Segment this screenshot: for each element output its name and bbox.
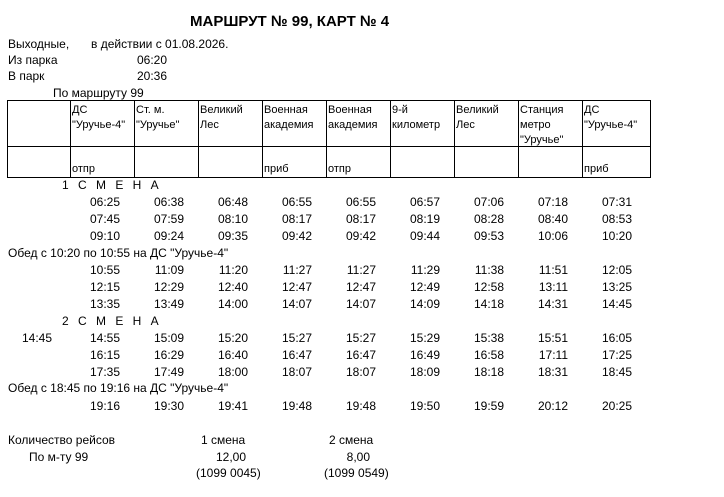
time-cell: 13:11	[538, 280, 568, 294]
day-type: Выходные,	[8, 37, 70, 51]
time-cell: 19:48	[345, 399, 376, 413]
summary-shift-1: 1 смена	[201, 433, 246, 447]
stop-header: 9-й километр	[392, 104, 441, 131]
from-park-label: Из парка	[8, 53, 58, 67]
time-cell: 16:49	[409, 348, 440, 362]
time-cell: 08:10	[217, 212, 248, 226]
to-park-label: В парк	[8, 69, 45, 83]
stop-header: Великий Лес	[456, 104, 499, 131]
time-cell: 15:20	[217, 331, 248, 345]
time-cell: 19:48	[281, 399, 312, 413]
time-cell: 18:00	[217, 365, 248, 379]
time-cell: 10:55	[89, 263, 120, 277]
time-cell: 13:25	[601, 280, 632, 294]
time-cell: 09:53	[473, 229, 504, 243]
time-cell: 07:18	[537, 195, 568, 209]
page-title: МАРШРУТ № 99, КАРТ № 4	[190, 13, 390, 30]
time-cell: 18:18	[473, 365, 504, 379]
time-cell: 18:07	[281, 365, 312, 379]
time-cell: 13:35	[89, 297, 120, 311]
shift-1-title: 1 С М Е Н А	[62, 178, 162, 192]
time-cell: 12:49	[409, 280, 440, 294]
time-cell: 11:20	[218, 263, 248, 277]
time-cell: 11:27	[346, 263, 376, 277]
time-cell: 20:12	[537, 399, 568, 413]
time-cell: 06:48	[217, 195, 248, 209]
time-cell: 13:49	[153, 297, 184, 311]
time-cell: 14:00	[217, 297, 248, 311]
time-cell: 16:05	[601, 331, 632, 345]
stop-header: Ст. м. "Уручье"	[136, 104, 180, 131]
time-cell: 07:31	[601, 195, 632, 209]
time-cell: 15:27	[345, 331, 376, 345]
lunch-note-2: Обед с 18:45 по 19:16 на ДС "Уручье-4"	[8, 381, 229, 395]
stop-header: ДС "Уручье-4"	[72, 104, 126, 131]
time-cell: 07:06	[473, 195, 504, 209]
stop-header: Великий Лес	[200, 104, 243, 131]
time-cell: 11:51	[538, 263, 568, 277]
time-cell: 12:47	[345, 280, 376, 294]
time-cell: 14:09	[409, 297, 440, 311]
time-cell: 18:31	[537, 365, 568, 379]
time-cell: 06:25	[89, 195, 120, 209]
time-cell: 12:29	[153, 280, 184, 294]
summary-code-1: (1099 0045)	[196, 466, 261, 480]
stop-mark: приб	[584, 163, 609, 175]
stop-header: Станция метро "Уручье"	[520, 104, 564, 146]
shift-2-title: 2 С М Е Н А	[62, 314, 162, 328]
time-cell: 19:59	[473, 399, 504, 413]
time-cell: 09:35	[217, 229, 248, 243]
summary-code-2: (1099 0549)	[324, 466, 389, 480]
time-cell: 08:40	[537, 212, 568, 226]
to-park-time: 20:36	[137, 69, 168, 83]
time-cell: 15:38	[473, 331, 504, 345]
time-cell: 16:47	[281, 348, 312, 362]
time-cell: 15:09	[153, 331, 184, 345]
time-cell: 11:29	[410, 263, 440, 277]
time-cell: 14:31	[537, 297, 568, 311]
time-cell: 19:16	[89, 399, 120, 413]
time-cell: 17:11	[538, 348, 568, 362]
time-cell: 06:38	[153, 195, 184, 209]
stops-header-table	[7, 100, 651, 178]
stop-mark: отпр	[72, 163, 95, 175]
time-cell: 15:29	[409, 331, 440, 345]
time-cell: 18:07	[345, 365, 376, 379]
time-cell: 09:24	[153, 229, 184, 243]
valid-from: в действии с 01.08.2026.	[91, 37, 229, 51]
time-cell: 06:57	[409, 195, 440, 209]
time-cell: 14:55	[89, 331, 120, 345]
stop-header: ДС "Уручье-4"	[584, 104, 638, 131]
time-cell: 10:20	[601, 229, 632, 243]
time-cell: 06:55	[281, 195, 312, 209]
time-cell: 19:41	[217, 399, 248, 413]
summary-route: По м-ту 99	[29, 450, 89, 464]
summary-shift-2: 2 смена	[329, 433, 374, 447]
time-cell: 07:45	[89, 212, 120, 226]
time-cell: 07:59	[153, 212, 184, 226]
time-cell: 16:58	[473, 348, 504, 362]
time-cell: 11:27	[282, 263, 312, 277]
shift-2-start: 14:45	[22, 331, 53, 345]
time-cell: 09:44	[409, 229, 440, 243]
time-cell: 12:05	[601, 263, 632, 277]
time-cell: 14:07	[345, 297, 376, 311]
summary-value-2: 8,00	[346, 450, 370, 464]
time-cell: 15:27	[281, 331, 312, 345]
time-cell: 11:38	[474, 263, 504, 277]
time-cell: 08:17	[281, 212, 312, 226]
time-cell: 08:28	[473, 212, 504, 226]
trips-label: Количество рейсов	[8, 433, 116, 447]
time-cell: 18:45	[601, 365, 632, 379]
time-cell: 18:09	[409, 365, 440, 379]
time-cell: 20:25	[601, 399, 632, 413]
time-cell: 14:07	[281, 297, 312, 311]
time-cell: 09:42	[345, 229, 376, 243]
time-cell: 08:53	[601, 212, 632, 226]
time-cell: 19:30	[153, 399, 184, 413]
summary-value-1: 12,00	[215, 450, 246, 464]
time-cell: 11:09	[154, 263, 184, 277]
time-cell: 14:45	[601, 297, 632, 311]
stop-mark: отпр	[328, 163, 351, 175]
time-cell: 17:35	[89, 365, 120, 379]
time-cell: 06:55	[345, 195, 376, 209]
time-cell: 16:29	[153, 348, 184, 362]
lunch-note-1: Обед с 10:20 по 10:55 на ДС "Уручье-4"	[8, 246, 229, 260]
stop-header: Военная академия	[264, 104, 314, 131]
time-cell: 08:17	[345, 212, 376, 226]
time-cell: 15:51	[537, 331, 568, 345]
time-cell: 14:18	[473, 297, 504, 311]
time-cell: 17:49	[153, 365, 184, 379]
time-cell: 12:40	[217, 280, 248, 294]
time-cell: 09:10	[89, 229, 120, 243]
time-cell: 09:42	[281, 229, 312, 243]
time-cell: 10:06	[537, 229, 568, 243]
from-park-time: 06:20	[137, 53, 168, 67]
time-cell: 08:19	[409, 212, 440, 226]
stop-header: Военная академия	[328, 104, 378, 131]
time-cell: 16:47	[345, 348, 376, 362]
time-cell: 16:40	[217, 348, 248, 362]
route-label: По маршруту 99	[53, 86, 144, 100]
time-cell: 12:58	[473, 280, 504, 294]
time-cell: 19:50	[409, 399, 440, 413]
time-cell: 12:15	[89, 280, 120, 294]
time-cell: 17:25	[601, 348, 632, 362]
time-cell: 16:15	[89, 348, 120, 362]
time-cell: 12:47	[281, 280, 312, 294]
stop-mark: приб	[264, 163, 289, 175]
